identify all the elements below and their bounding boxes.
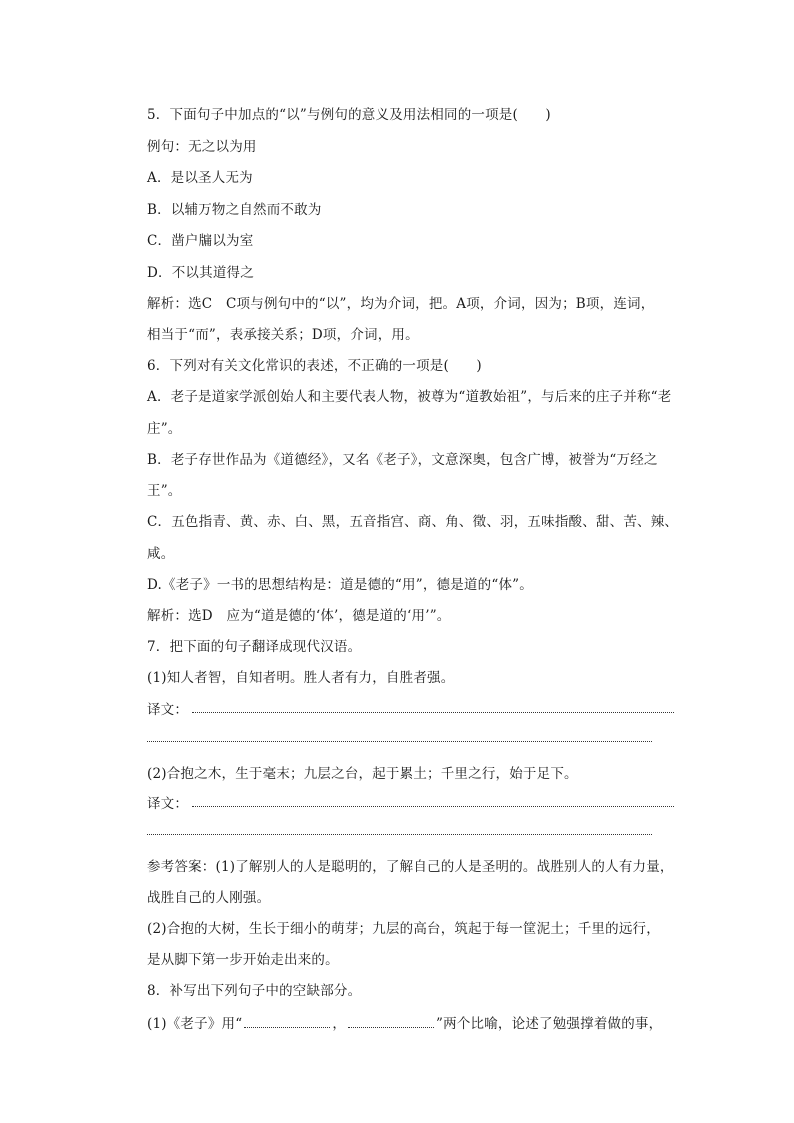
q5-analysis-line-1: 解析：选C C项与例句中的“以”，均为介词，把。A项，介词，因为；B项，连词， [147,296,655,312]
q5-stem: 5．下面句子中加点的“以”与例句的意义及用法相同的一项是( ) [147,107,551,123]
q5-example: 例句：无之以为用 [147,139,257,155]
q6-option-b-line-2: 王”。 [147,483,182,499]
translation-blank-2a[interactable] [192,806,674,807]
fill-blank-2[interactable] [348,1017,434,1028]
translation-blank-2b[interactable] [147,834,652,835]
q6-option-c-line-2: 咸。 [147,546,175,562]
q7-reference-line-4: 是从脚下第一步开始走出来的。 [147,952,339,968]
q6-option-c-line-1: C．五色指青、黄、赤、白、黑，五音指宫、商、角、徵、羽，五味指酸、甜、苦、辣、 [147,514,679,530]
q5-option-c: C．凿户牖以为室 [147,233,254,249]
q8-stem: 8．补写出下列句子中的空缺部分。 [147,983,362,999]
q5-option-b: B．以辅万物之自然而不敢为 [147,202,322,218]
q6-option-d: D.《老子》一书的思想结构是：道是德的“用”，德是道的“体”。 [147,577,533,593]
q6-analysis: 解析：选D 应为“道是德的‘体’，德是道的‘用’”。 [147,608,451,624]
q7-translation-label-2: 译文： [147,796,189,812]
q7-reference-line-2: 战胜自己的人刚强。 [147,890,271,906]
q8-item-1 [147,1012,662,1032]
q7-item-1: (1)知人者智，自知者明。胜人者有力，自胜者强。 [147,670,455,686]
q5-analysis-line-2: 相当于“而”，表承接关系；D项，介词，用。 [147,327,419,343]
q8-item-1-suffix: ”两个比喻，论述了勉强撑着做的事， [436,1016,663,1032]
q6-stem: 6．下列对有关文化常识的表述，不正确的一项是( ) [147,358,482,374]
translation-blank-1a[interactable] [192,712,674,713]
q6-option-b-line-1: B．老子存世作品为《道德经》，又名《老子》，文意深奥，包含广博，被誉为“万经之 [147,452,658,468]
q6-option-a-line-2: 庄”。 [147,421,182,437]
q5-option-d: D．不以其道得之 [147,265,254,281]
q7-translation-label-1: 译文： [147,702,189,718]
q8-item-1-separator: ， [332,1016,347,1032]
q8-item-1-prefix: (1)《老子》用“ [147,1016,243,1032]
q7-reference-line-3: (2)合抱的大树，生长于细小的萌芽；九层的高台，筑起于每一筐泥土；千里的远行， [147,921,660,937]
fill-blank-1[interactable] [244,1017,330,1028]
q7-reference-line-1: 参考答案：(1)了解别人的人是聪明的，了解自己的人是圣明的。战胜别人的人有力量， [147,859,674,875]
translation-blank-1b[interactable] [147,741,652,742]
q7-item-2: (2)合抱之木，生于毫末；九层之台，起于累土；千里之行，始于足下。 [147,766,578,782]
q7-stem: 7．把下面的句子翻译成现代汉语。 [147,639,362,655]
q5-option-a: A．是以圣人无为 [147,170,253,186]
q6-option-a-line-1: A．老子是道家学派创始人和主要代表人物，被尊为“道教始祖”，与后来的庄子并称“老 [147,389,672,405]
